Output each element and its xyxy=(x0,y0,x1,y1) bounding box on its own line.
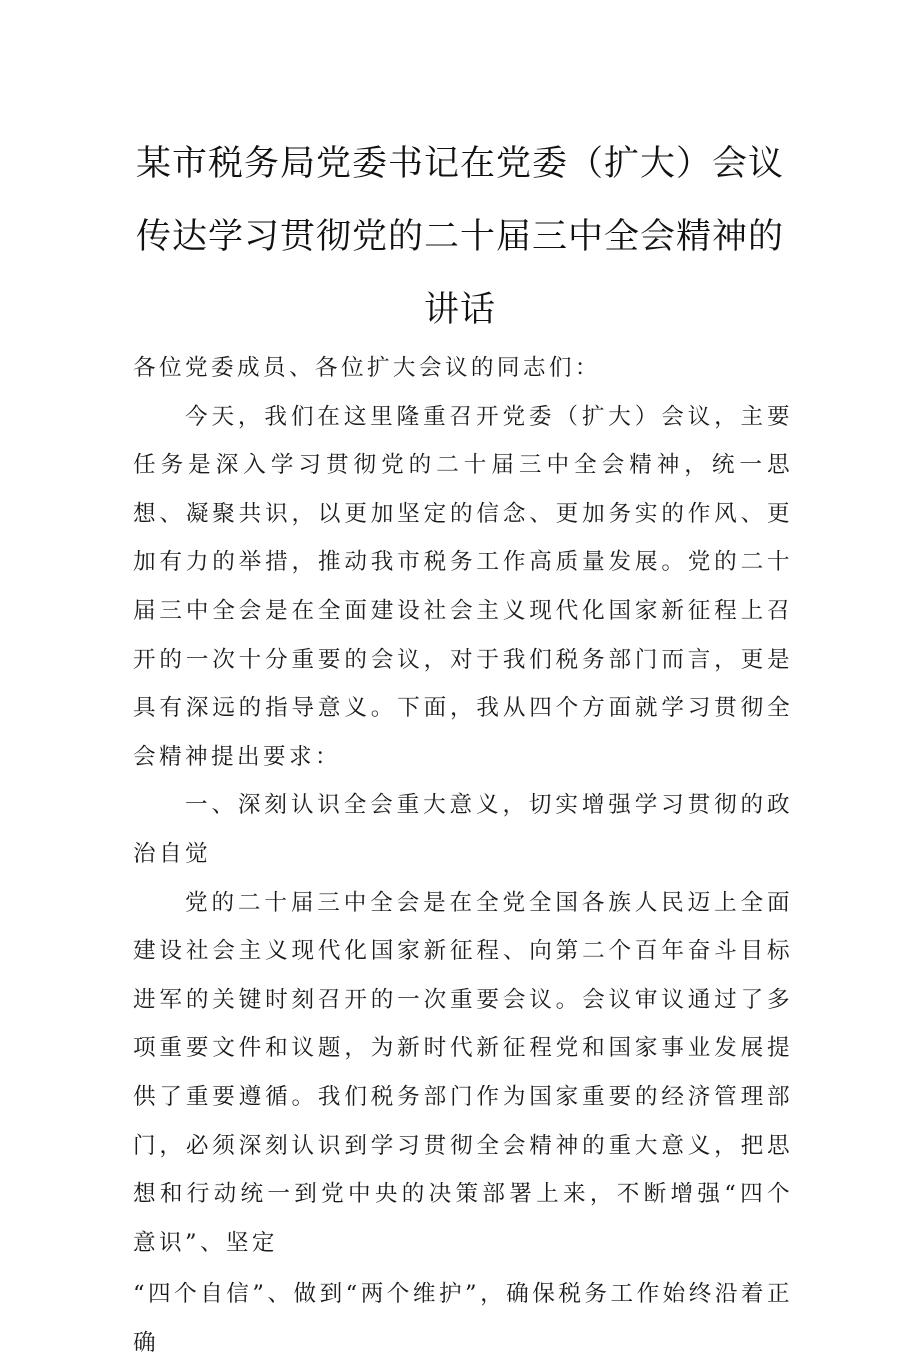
salutation: 各位党委成员、各位扩大会议的同志们： xyxy=(133,355,601,381)
document-body xyxy=(133,344,793,1367)
body-paragraph-3: “四个自信”、做到“两个维护”，确保税务工作始终沿着正确 xyxy=(133,1281,793,1356)
body-paragraph-2: 党的二十届三中全会是在全党全国各族人民迈上全面建设社会主义现代化国家新征程、向第二个百年奋斗目标进军的关键时刻召开的一次重要会议。会议审议通过了多项重要文件和议题，为新时代新征程党和国家事业发展提供了重要遵循。我们税务部门作为国家重要的经济管理部门，必须深刻认识到学习贯彻全会精神的重大意义，把思想和行动统一到党中央的决策部署上来，不断增强“四个意识”、坚定 xyxy=(133,889,793,1256)
document-title: 某市税务局党委书记在党委（扩大）会议传达学习贯彻党的二十届三中全会精神的讲话 xyxy=(135,144,784,330)
body-paragraph-1: 今天，我们在这里隆重召开党委（扩大）会议，主要任务是深入学习贯彻党的二十届三中全会精神，统一思想、凝聚共识，以更加坚定的信念、更加务实的作风、更加有力的举措，推动我市税务工作高质量发展。党的二十届三中全会是在全面建设社会主义现代化国家新征程上召开的一次十分重要的会议，对于我们税务部门而言，更是具有深远的指导意义。下面，我从四个方面就学习贯彻全会精神提出要求： xyxy=(133,403,793,770)
section-heading-1: 一、深刻认识全会重大意义，切实增强学习贯彻的政治自觉 xyxy=(133,792,793,867)
